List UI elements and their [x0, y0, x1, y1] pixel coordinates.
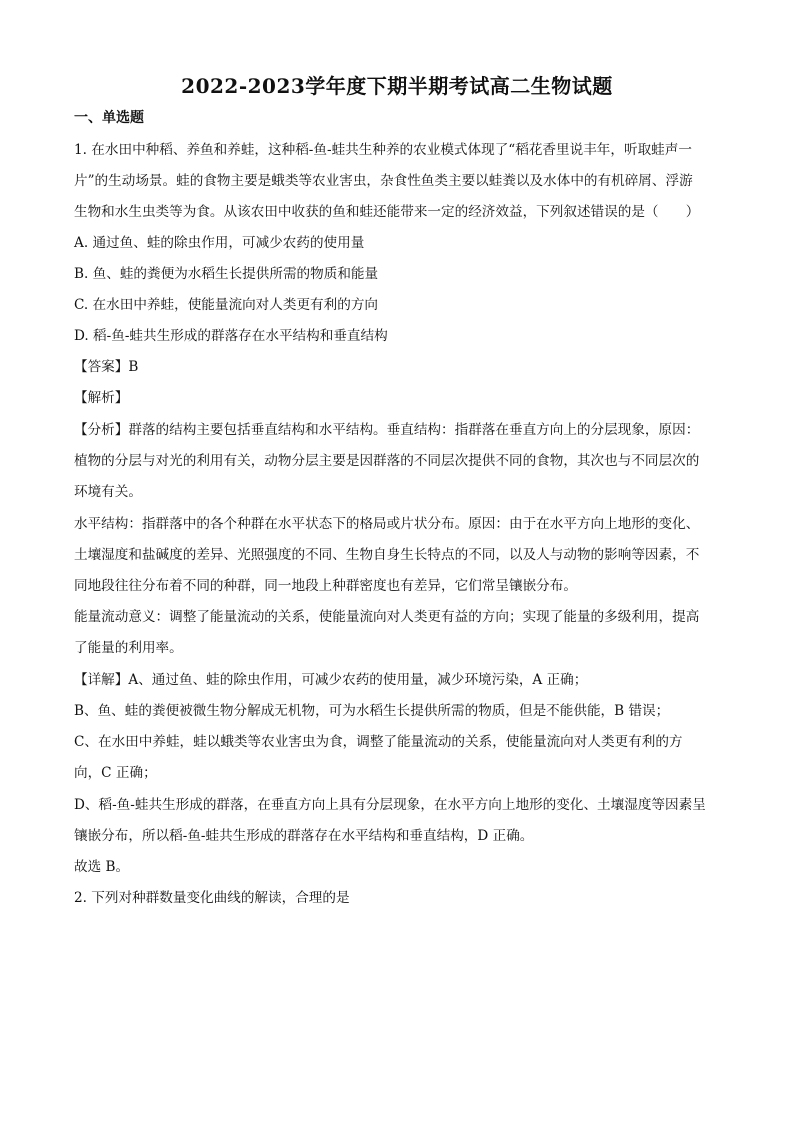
- fenxi-line-2: 植物的分层与对光的利用有关，动物分层主要是因群落的不同层次提供不同的食物，其次也与不同层次的: [74, 453, 700, 469]
- fenxi-line-5: 土壤湿度和盐碱度的差异、光照强度的不同、生物自身生长特点的不同，以及人与动物的影响等因素，不: [74, 547, 700, 563]
- detail-line-3: C、在水田中养蛙，蛙以蛾类等农业害虫为食，调整了能量流动的关系，使能量流向对人类更有利的方: [74, 734, 683, 750]
- q1-stem-line-1: 1. 在水田中种稻、养鱼和养蛙，这种稻-鱼-蛙共生种养的农业模式体现了“稻花香里说丰年，听取蛙声一: [74, 142, 692, 158]
- fenxi-text: 群落的结构主要包括垂直结构和水平结构。垂直结构：指群落在垂直方向上的分层现象，原因：: [128, 422, 700, 438]
- document-title: 2022-2023学年度下期半期考试高二生物试题: [181, 74, 613, 98]
- section-heading: 一、单选题: [74, 110, 144, 126]
- answer-label: 【答案】: [74, 359, 129, 375]
- fenxi-line-4: 水平结构：指群落中的各个种群在水平状态下的格局或片状分布。原因：由于在水平方向上地形的变化、: [74, 516, 700, 532]
- q1-option-a: A. 通过鱼、蛙的除虫作用，可减少农药的使用量: [74, 235, 365, 251]
- q1-option-c: C. 在水田中养蛙，使能量流向对人类更有利的方向: [74, 297, 379, 313]
- fenxi-line-7: 能量流动意义：调整了能量流动的关系，使能量流向对人类更有益的方向；实现了能量的多级利用，提高: [74, 609, 700, 625]
- q1-answer: [74, 357, 734, 377]
- fenxi-line-8: 了能量的利用率。: [74, 640, 183, 656]
- q2-stem: 2. 下列对种群数量变化曲线的解读，合理的是: [74, 890, 350, 906]
- detail-line-2: B、鱼、蛙的粪便被微生物分解成无机物，可为水稻生长提供所需的物质，但是不能供能，B 错误；: [74, 703, 670, 719]
- fenxi-line-6: 同地段往往分布着不同的种群，同一地段上种群密度也有差异，它们常呈镶嵌分布。: [74, 578, 577, 594]
- fenxi-label: 【分析】: [74, 422, 129, 438]
- q1-option-d: D. 稻-鱼-蛙共生形成的群落存在水平结构和垂直结构: [74, 328, 388, 344]
- q1-option-b: B. 鱼、蛙的粪便为水稻生长提供所需的物质和能量: [74, 266, 379, 282]
- analysis-label: 【解析】: [74, 390, 129, 406]
- detail-line-4: 向，C 正确；: [74, 765, 157, 781]
- answer-value: B: [128, 359, 139, 375]
- detail-line-5: D、稻-鱼-蛙共生形成的群落，在垂直方向上具有分层现象，在水平方向上地形的变化、土壤湿度等因素呈: [74, 797, 706, 813]
- q1-stem-line-2: 片”的生动场景。蛙的食物主要是蛾类等农业害虫，杂食性鱼类主要以蛙粪以及水体中的有机碎屑、浮游: [74, 173, 693, 189]
- fenxi-line-1: [74, 420, 734, 440]
- q1-stem-line-3: 生物和水生虫类等为食。从该农田中收获的鱼和蛙还能带来一定的经济效益，下列叙述错误的是（ ）: [74, 204, 700, 220]
- detail-label: 【详解】: [74, 672, 129, 688]
- detail-line-1: [74, 670, 734, 690]
- detail-text: A、通过鱼、蛙的除虫作用，可减少农药的使用量，减少环境污染，A 正确；: [128, 672, 588, 688]
- detail-line-6: 镶嵌分布，所以稻-鱼-蛙共生形成的群落存在水平结构和垂直结构，D 正确。: [74, 828, 534, 844]
- fenxi-line-3: 环境有关。: [74, 484, 142, 500]
- detail-line-7: 故选 B。: [74, 859, 130, 875]
